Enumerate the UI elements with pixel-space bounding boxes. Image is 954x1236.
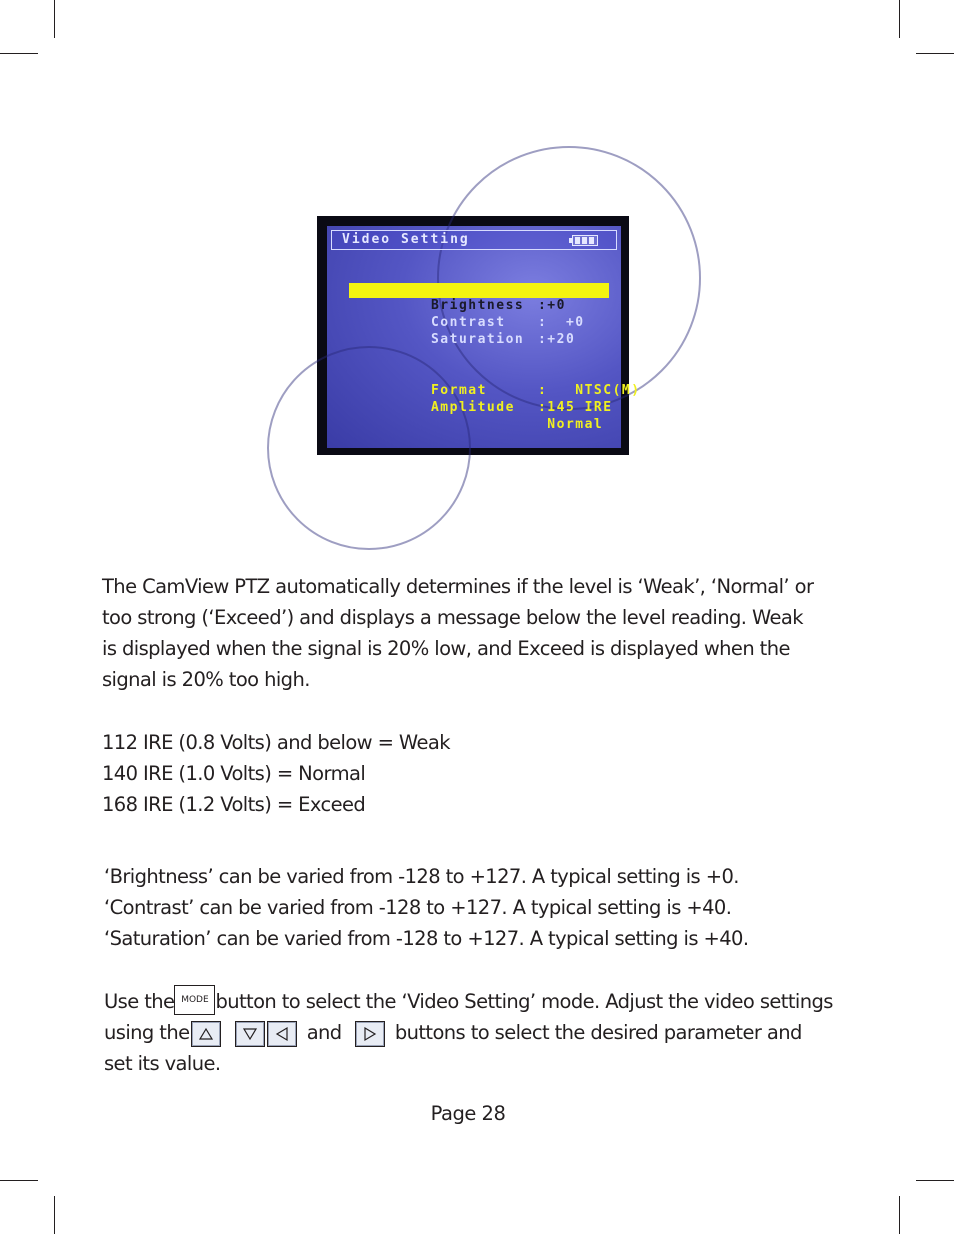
left-arrow-button-icon: [267, 1021, 297, 1047]
intro-paragraph: [102, 571, 813, 695]
text-line: too strong (‘Exceed’) and displays a message below the level reading. Weak: [102, 606, 803, 629]
range-item: ‘Saturation’ can be varied from -128 to +127. A typical setting is +40.: [104, 927, 749, 950]
mode-button-icon: MODE: [174, 985, 215, 1015]
osd-row-amplitude: Amplitude :145 IRE: [430, 400, 613, 415]
up-arrow-button-icon: [191, 1021, 221, 1047]
level-item: 112 IRE (0.8 Volts) and below = Weak: [102, 731, 450, 754]
levels-list: [102, 727, 450, 820]
text-fragment: buttons to select the desired parameter and: [394, 1021, 802, 1044]
crop-mark: [0, 53, 38, 54]
level-item: 140 IRE (1.0 Volts) = Normal: [102, 762, 366, 785]
instruction-line-3: set its value.: [104, 1052, 221, 1075]
osd-screen: [327, 226, 641, 448]
crop-mark: [54, 1196, 55, 1234]
right-arrow-button-icon: [355, 1021, 385, 1047]
text-fragment: and: [306, 1021, 342, 1044]
level-item: 168 IRE (1.2 Volts) = Exceed: [102, 793, 366, 816]
osd-row-contrast: Contrast : +0: [430, 315, 585, 330]
crop-mark: [899, 0, 900, 38]
osd-title-bar: [331, 230, 617, 250]
device-screen-photo: [317, 216, 641, 455]
text-fragment: using the: [104, 1021, 190, 1044]
crop-mark: [916, 1180, 954, 1181]
instructions-paragraph: [104, 986, 833, 1079]
osd-title: Video Setting: [342, 232, 470, 247]
instruction-line-1: [104, 986, 833, 1017]
ranges-list: [104, 861, 748, 954]
crop-mark: [54, 0, 55, 38]
down-arrow-button-icon: [235, 1021, 265, 1047]
text-line: The CamView PTZ automatically determines if the level is ‘Weak’, ‘Normal’ or: [102, 575, 814, 598]
page-number: Page 28: [430, 1102, 506, 1125]
text-line: signal is 20% too high.: [102, 668, 310, 691]
crop-mark: [899, 1196, 900, 1234]
battery-icon: [572, 235, 598, 246]
text-fragment: button to select the ‘Video Setting’ mode. Adjust the video settings: [215, 990, 833, 1013]
osd-row-saturation: Saturation :+20: [430, 332, 576, 347]
instruction-line-2: [104, 1017, 833, 1048]
text-fragment: Use the: [104, 990, 175, 1013]
osd-row-brightness: Brightness :+0: [430, 298, 566, 313]
range-item: ‘Contrast’ can be varied from -128 to +127. A typical setting is +40.: [104, 896, 732, 919]
osd-row-level-status: Normal: [537, 417, 604, 432]
osd-row-format: Format : NTSC(M): [430, 383, 641, 398]
text-line: is displayed when the signal is 20% low, and Exceed is displayed when the: [102, 637, 790, 660]
range-item: ‘Brightness’ can be varied from -128 to +127. A typical setting is +0.: [104, 865, 739, 888]
crop-mark: [916, 53, 954, 54]
crop-mark: [0, 1180, 38, 1181]
